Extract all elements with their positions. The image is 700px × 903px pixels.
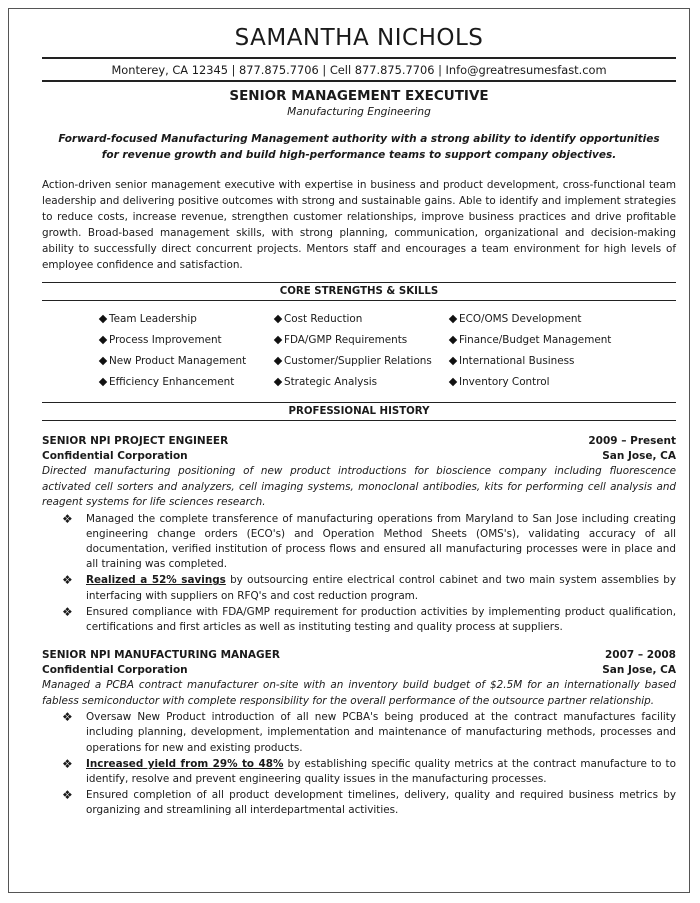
achievement-text: Ensured completion of all product development timelines, delivery, quality and required business metrics by organizing and streamlining all interdepartmental activities. (86, 789, 676, 817)
company-row (42, 663, 676, 678)
achievement-item (62, 511, 676, 573)
skill-label: Process Improvement (109, 334, 222, 346)
skill-item (450, 332, 650, 348)
company-location: San Jose, CA (602, 664, 676, 677)
job-title-row (42, 648, 676, 663)
achievement-item (62, 710, 676, 756)
job-dates: 2007 – 2008 (604, 649, 676, 662)
job-entry (42, 648, 676, 818)
skill-item (100, 353, 275, 369)
achievement-text: by establishing specific quality metrics at the contract manufacture to to identify, resolve and prevent engineering quality issues in the manufacturing processes. (86, 757, 676, 785)
diamond-icon (99, 315, 107, 323)
headline: SENIOR MANAGEMENT EXECUTIVE (229, 88, 489, 104)
company-name: Confidential Corporation (42, 450, 188, 462)
skill-label: Strategic Analysis (284, 376, 378, 388)
diamond-icon (99, 378, 107, 386)
skill-item (100, 332, 275, 348)
four-diamond-bullet-icon: ❖ (62, 573, 73, 588)
summary-paragraph: Action-driven senior management executive with expertise in business and product development, cross-functional team leadership and delivering positive outcomes with strong and sustainable gains. Able to identify and implement strategies to reduce costs, increase revenue, strengthen customer relationships, improve business practices and drive profitable growth. Broad-based management skills, with strong planning, communication, organizational and decision-making ability to successfully direct concurrent projects. Mentors staff and encourages a team environment for high levels of employee confidence and satisfaction. (42, 179, 676, 271)
skills-section-heading: CORE STRENGTHS & SKILLS (42, 282, 676, 301)
achievement-item (62, 788, 676, 818)
achievement-item (62, 573, 676, 603)
job-entry (42, 434, 676, 635)
achievement-text: by outsourcing entire electrical control cabinet and two main system assemblies by interfacing with suppliers on RFQ's and cost reduction program. (86, 574, 676, 602)
skill-label: International Business (459, 355, 575, 367)
skill-item (450, 311, 650, 327)
achievement-lead: Realized a 52% savings (86, 574, 226, 587)
skill-item (275, 353, 450, 369)
skill-item (275, 374, 450, 390)
achievement-item (62, 756, 676, 787)
job-title-row (42, 434, 676, 449)
skill-label: New Product Management (109, 355, 247, 367)
diamond-icon (274, 315, 282, 323)
skill-item (100, 374, 275, 390)
achievement-list (42, 512, 676, 636)
tagline: Forward-focused Manufacturing Management authority with a strong ability to identify opportunities for revenue growth and build high-performance teams to support company objectives. (58, 133, 660, 161)
company-location: San Jose, CA (602, 450, 676, 462)
diamond-icon (274, 357, 282, 365)
skill-label: Efficiency Enhancement (109, 376, 235, 388)
skill-label: Customer/Supplier Relations (284, 355, 432, 367)
four-diamond-bullet-icon: ❖ (62, 511, 73, 526)
diamond-icon (449, 378, 457, 386)
achievement-text: Oversaw New Product introduction of all new PCBA's being produced at the contract manufactures facility including planning, development, implementation and maintenance of manufacturing methods, processes and operations for new and existing products. (86, 711, 676, 754)
skill-label: FDA/GMP Requirements (284, 334, 408, 346)
skills-grid (100, 311, 676, 390)
skill-label: ECO/OMS Development (459, 313, 582, 325)
achievement-list (42, 710, 676, 818)
company-row (42, 449, 676, 464)
achievement-text: Managed the complete transference of manufacturing operations from Maryland to San Jose including creating engineering change orders (ECO's) and Operation Method Sheets (OMS's), validating accuracy of all documentation, verified institution of process flows and ensured all manufacturing processes were in place and all training was completed. (86, 512, 676, 571)
skill-label: Finance/Budget Management (459, 334, 612, 346)
achievement-text: Ensured compliance with FDA/GMP requirement for production activities by implementing product qualification, certifications and first articles as well as instituting testing and quality process at suppliers. (86, 605, 676, 633)
four-diamond-bullet-icon: ❖ (62, 756, 73, 771)
diamond-icon (99, 357, 107, 365)
skill-label: Inventory Control (459, 376, 550, 388)
job-description: Managed a PCBA contract manufacturer on-site with an inventory build budget of $2.5M for an internationally based fabless semiconductor with complete responsibility for the overall performance of the outsource partner relationship. (42, 679, 676, 707)
skill-item (100, 311, 275, 327)
diamond-icon (274, 336, 282, 344)
achievement-item (62, 604, 676, 635)
skill-label: Team Leadership (109, 313, 197, 325)
job-title: SENIOR NPI PROJECT ENGINEER (42, 435, 229, 447)
resume-page (42, 21, 676, 820)
skill-item (275, 311, 450, 327)
candidate-name: SAMANTHA NICHOLS (234, 25, 484, 51)
subheadline: Manufacturing Engineering (287, 106, 431, 118)
four-diamond-bullet-icon: ❖ (62, 788, 73, 803)
history-section-heading: PROFESSIONAL HISTORY (42, 402, 676, 421)
job-title: SENIOR NPI MANUFACTURING MANAGER (42, 649, 280, 662)
contact-line: Monterey, CA 12345 | 877.875.7706 | Cell 877.875.7706 | Info@greatresumesfast.com (42, 57, 676, 82)
diamond-icon (99, 336, 107, 344)
diamond-icon (449, 315, 457, 323)
four-diamond-bullet-icon: ❖ (62, 710, 73, 725)
four-diamond-bullet-icon: ❖ (62, 604, 73, 619)
diamond-icon (274, 378, 282, 386)
diamond-icon (449, 357, 457, 365)
resume-frame (8, 8, 690, 893)
skill-item (275, 332, 450, 348)
company-name: Confidential Corporation (42, 664, 188, 677)
achievement-lead: Increased yield from 29% to 48% (86, 757, 284, 770)
job-dates: 2009 – Present (588, 435, 676, 447)
skill-label: Cost Reduction (284, 313, 363, 325)
skill-item (450, 353, 650, 369)
job-description: Directed manufacturing positioning of new product introductions for bioscience company including fluorescence activated cell sorters and analyzers, cell imaging systems, monoclonal antibodies, kits for performing cell analysis and reagent systems for life sciences research. (42, 465, 676, 508)
skill-item (450, 374, 650, 390)
diamond-icon (449, 336, 457, 344)
